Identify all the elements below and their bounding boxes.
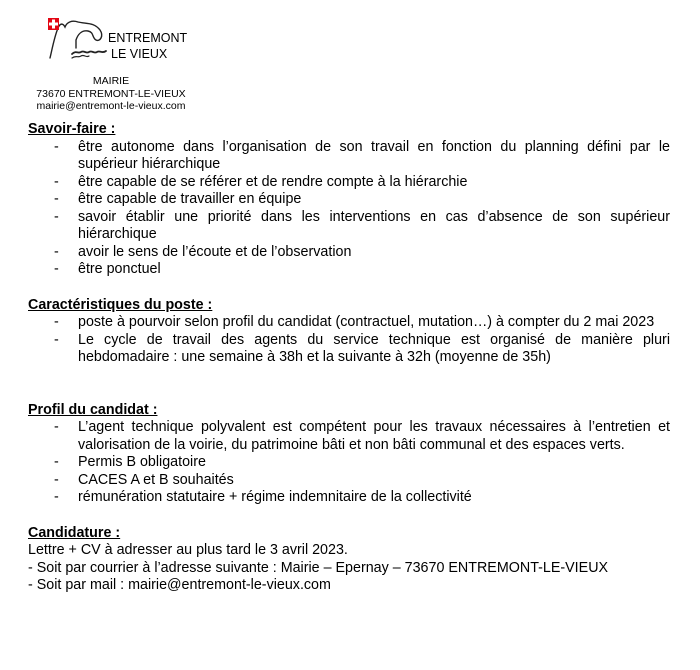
logo-text	[108, 30, 187, 62]
profil-list	[28, 419, 670, 507]
list-item: - rémunération statutaire + régime indemnitaire de la collectivité	[28, 489, 670, 507]
section-title-profil: Profil du candidat :	[28, 401, 158, 418]
list-item: - CACES A et B souhaités	[28, 472, 670, 490]
list-item: - savoir établir une priorité dans les interventions en cas d’absence de son supérieur hiérarchique	[28, 209, 670, 244]
logo-line-1: ENTREMONT	[108, 31, 188, 45]
list-item: - être capable de travailler en équipe	[28, 191, 670, 209]
contact-block	[24, 75, 198, 113]
caracteristiques-list	[28, 314, 670, 367]
list-item: - Le cycle de travail des agents du service technique est organisé de manière pluri hebdomadaire : une semaine à 38h et la suivante à 32h (moyenne de 35h)	[28, 332, 670, 367]
municipality-logo	[28, 18, 198, 68]
postal-address: 73670 ENTREMONT-LE-VIEUX	[36, 87, 186, 100]
list-item: - être ponctuel	[28, 261, 670, 279]
list-item: - être autonome dans l’organisation de son travail en fonction du planning défini par le supérieur hiérarchique	[28, 139, 670, 174]
savoir-faire-list	[28, 139, 670, 279]
list-item: - Permis B obligatoire	[28, 454, 670, 472]
list-item: - avoir le sens de l’écoute et de l’observation	[28, 244, 670, 262]
document-body	[28, 121, 670, 595]
section-title-caracteristiques: Caractéristiques du poste :	[28, 296, 213, 313]
candidature-line: - Soit par courrier à l’adresse suivante : Mairie – Epernay – 73670 ENTREMONT-LE-VIEUX	[28, 559, 609, 576]
list-item: - être capable de se référer et de rendre compte à la hiérarchie	[28, 174, 670, 192]
contact-email: mairie@entremont-le-vieux.com	[36, 100, 186, 112]
logo-line-2: LE VIEUX	[111, 47, 168, 61]
savoie-flag-icon	[48, 18, 59, 30]
candidature-line: - Soit par mail : mairie@entremont-le-vieux.com	[28, 577, 331, 593]
section-title-candidature: Candidature :	[28, 524, 121, 541]
mairie-label: MAIRIE	[92, 75, 130, 87]
list-item: - poste à pourvoir selon profil du candidat (contractuel, mutation…) à compter du 2 mai 2023	[28, 314, 670, 332]
letterhead	[28, 18, 198, 113]
list-item: - L’agent technique polyvalent est compétent pour les travaux nécessaires à l’entretien et valorisation de la voirie, du patrimoine bâti et non bâti communal et des espaces verts.	[28, 419, 670, 454]
candidature-line: Lettre + CV à adresser au plus tard le 3 avril 2023.	[28, 542, 348, 558]
section-title-savoir-faire: Savoir-faire :	[28, 121, 116, 137]
